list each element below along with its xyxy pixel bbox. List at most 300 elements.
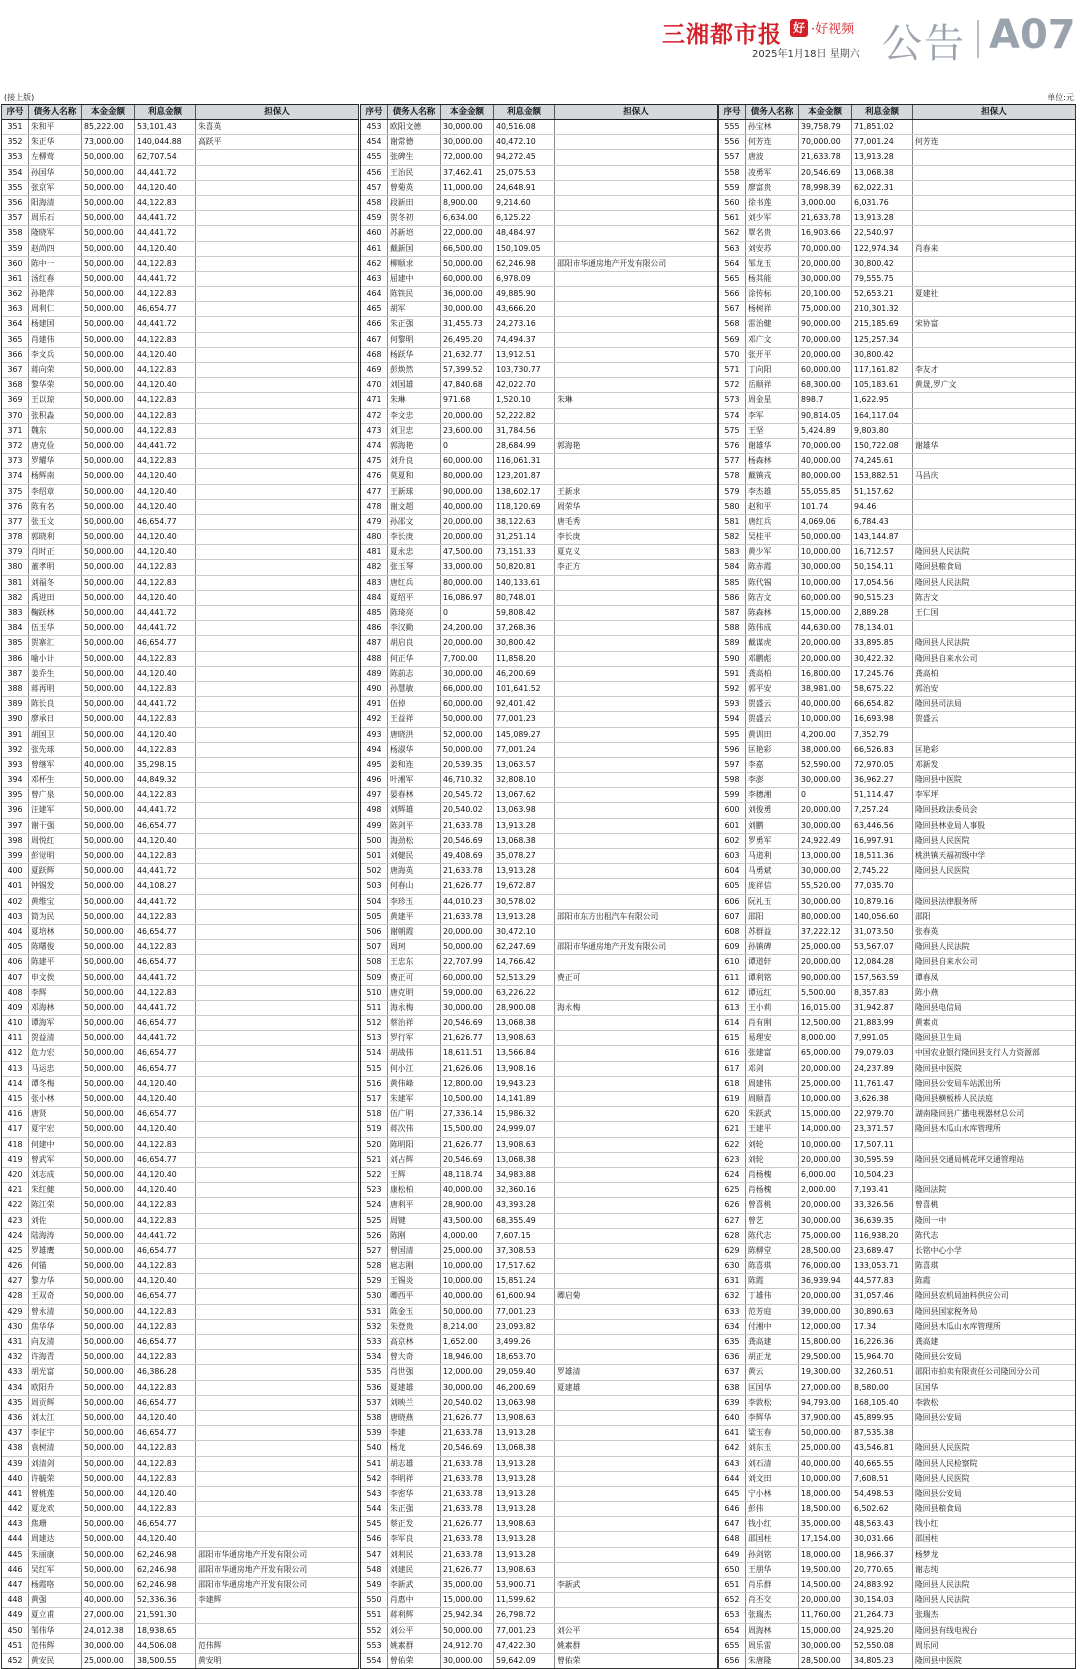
seq-cell: 604 <box>719 864 746 878</box>
guarantor-cell <box>913 333 1075 347</box>
principal-cell: 50,000.00 <box>82 257 135 271</box>
table-row <box>719 667 1075 682</box>
interest-header: 利息金额 <box>852 105 913 119</box>
guarantor-cell <box>196 1214 358 1228</box>
principal-cell: 27,000.00 <box>799 1381 852 1395</box>
debtor-name-cell: 贺益清 <box>29 1031 82 1045</box>
debtor-name-cell: 朱和平 <box>29 120 82 134</box>
seq-header: 序号 <box>361 105 388 119</box>
interest-cell: 13,908.16 <box>494 1062 555 1076</box>
guarantor-cell <box>196 439 358 453</box>
interest-cell: 44,122.83 <box>135 196 196 210</box>
guarantor-cell: 李建辉 <box>198 1595 222 1605</box>
debtor-name-cell: 何春山 <box>388 879 441 893</box>
seq-cell: 415 <box>2 1092 29 1106</box>
principal-cell: 1,652.00 <box>441 1335 494 1349</box>
interest-cell: 24,648.91 <box>494 181 555 195</box>
table-row <box>719 302 1075 317</box>
debtor-name-cell: 陈霞 <box>746 1274 799 1288</box>
guarantor-cell: 陈小燕 <box>915 987 939 997</box>
table-row <box>2 226 358 241</box>
debtor-name-cell: 贺盛云 <box>746 712 799 726</box>
debtor-name-cell: 姚素群 <box>388 1639 441 1653</box>
interest-cell: 52,222.82 <box>494 409 555 423</box>
guarantor-cell <box>196 1335 358 1349</box>
guarantor-cell: 马昌庆 <box>915 471 939 481</box>
interest-cell: 44,122.83 <box>135 1472 196 1486</box>
table-row <box>719 242 1075 257</box>
principal-cell: 20,000.00 <box>441 925 494 939</box>
debtor-name-cell: 费正可 <box>388 971 441 985</box>
interest-cell: 16,712.57 <box>852 545 913 559</box>
guarantor-cell <box>913 1138 1075 1152</box>
table-row <box>2 895 358 910</box>
debtor-name-cell: 曾喜桃 <box>746 1198 799 1212</box>
interest-cell: 44,441.72 <box>135 697 196 711</box>
interest-cell: 49,885.90 <box>494 287 555 301</box>
debtor-name-cell: 谢雄华 <box>746 439 799 453</box>
seq-cell: 546 <box>361 1532 388 1546</box>
interest-cell: 46,654.77 <box>135 955 196 969</box>
seq-cell: 525 <box>361 1214 388 1228</box>
principal-cell: 50,000.00 <box>82 242 135 256</box>
debtor-name-cell: 黄伟峰 <box>388 1077 441 1091</box>
principal-cell: 50,000.00 <box>441 257 494 271</box>
guarantor-cell <box>196 925 358 939</box>
debtor-name-cell: 周乐雷 <box>746 1639 799 1653</box>
seq-cell: 571 <box>719 363 746 377</box>
seq-cell: 363 <box>2 302 29 316</box>
debtor-name-cell: 张玉文 <box>29 515 82 529</box>
seq-cell: 529 <box>361 1274 388 1288</box>
principal-cell: 25,942.34 <box>441 1608 494 1622</box>
principal-cell: 25,000.00 <box>82 1654 135 1668</box>
table-row <box>361 1502 717 1517</box>
seq-cell: 633 <box>719 1305 746 1319</box>
principal-cell: 44,630.00 <box>799 621 852 635</box>
principal-cell: 21,626.77 <box>441 1563 494 1577</box>
guarantor-cell <box>196 834 358 848</box>
debtor-name-cell: 曾武军 <box>29 1153 82 1167</box>
debtor-name-cell: 刘鹏 <box>746 819 799 833</box>
debtor-name-cell: 陈赤霞 <box>746 560 799 574</box>
debtor-name-cell: 袁树清 <box>29 1441 82 1455</box>
seq-cell: 573 <box>719 393 746 407</box>
debtor-name-cell: 黄安民 <box>29 1654 82 1668</box>
table-row <box>719 712 1075 727</box>
debtor-name-cell: 胡志雄 <box>388 1457 441 1471</box>
interest-cell: 13,913.28 <box>494 910 555 924</box>
principal-cell: 40,000.00 <box>799 1457 852 1471</box>
seq-cell: 425 <box>2 1244 29 1258</box>
principal-cell: 50,000.00 <box>82 302 135 316</box>
interest-cell: 45,899.95 <box>852 1411 913 1425</box>
interest-cell: 77,001.24 <box>494 743 555 757</box>
debtor-name-cell: 黄少军 <box>746 545 799 559</box>
seq-cell: 608 <box>719 925 746 939</box>
seq-cell: 613 <box>719 1001 746 1015</box>
guarantor-cell: 隆回县公安局车站派出所 <box>915 1078 1001 1088</box>
table-row <box>2 1365 358 1380</box>
debtor-name-cell: 刘东玉 <box>746 1441 799 1455</box>
debtor-name-cell: 卿西平 <box>388 1289 441 1303</box>
seq-cell: 467 <box>361 333 388 347</box>
table-row <box>719 317 1075 332</box>
principal-cell: 21,633.78 <box>799 211 852 225</box>
principal-cell: 50,000.00 <box>82 545 135 559</box>
guarantor-cell <box>196 1107 358 1121</box>
seq-cell: 430 <box>2 1320 29 1334</box>
table-row <box>361 242 717 257</box>
debtor-name-cell: 蒋向荣 <box>29 363 82 377</box>
debtor-name-cell: 夏培林 <box>29 925 82 939</box>
table-row <box>2 758 358 773</box>
interest-cell: 44,120.40 <box>135 378 196 392</box>
seq-cell: 506 <box>361 925 388 939</box>
table-row <box>2 317 358 332</box>
table-row <box>2 1563 358 1578</box>
interest-cell: 59,808.42 <box>494 606 555 620</box>
principal-cell: 55,520.00 <box>799 879 852 893</box>
guarantor-cell: 贺盛云 <box>915 714 939 724</box>
guarantor-cell <box>196 1457 358 1471</box>
principal-cell: 50,000.00 <box>82 1077 135 1091</box>
debtor-name-cell: 易理安 <box>746 1031 799 1045</box>
table-row <box>719 728 1075 743</box>
seq-cell: 384 <box>2 621 29 635</box>
interest-cell: 7,607.15 <box>494 1229 555 1243</box>
guarantor-cell <box>913 272 1075 286</box>
interest-cell: 22,540.97 <box>852 226 913 240</box>
interest-cell: 19,943.23 <box>494 1077 555 1091</box>
seq-cell: 646 <box>719 1502 746 1516</box>
seq-cell: 640 <box>719 1411 746 1425</box>
interest-cell: 62,246.98 <box>135 1548 196 1562</box>
seq-cell: 497 <box>361 788 388 802</box>
interest-cell: 30,472.10 <box>494 925 555 939</box>
principal-cell: 20,000.00 <box>799 955 852 969</box>
debtor-name-cell: 曾大奇 <box>388 1350 441 1364</box>
debtor-name-cell: 向友清 <box>29 1335 82 1349</box>
table-row <box>361 1654 717 1668</box>
table-row <box>361 682 717 697</box>
debtor-name-cell: 郭海艳 <box>388 439 441 453</box>
guarantor-cell <box>555 226 717 240</box>
debtor-name-cell: 唐利平 <box>388 1198 441 1212</box>
debtor-name-cell: 徐书莲 <box>746 196 799 210</box>
guarantor-cell <box>555 272 717 286</box>
seq-cell: 578 <box>719 469 746 483</box>
guarantor-cell <box>196 1411 358 1425</box>
seq-cell: 498 <box>361 803 388 817</box>
unit-note: 单位:元 <box>1047 93 1074 102</box>
debtor-name-cell: 许毓荣 <box>29 1472 82 1486</box>
seq-cell: 485 <box>361 606 388 620</box>
interest-cell: 44,122.83 <box>135 1350 196 1364</box>
principal-cell: 2,000.00 <box>799 1183 852 1197</box>
table-row <box>719 576 1075 591</box>
seq-cell: 476 <box>361 469 388 483</box>
guarantor-cell <box>555 469 717 483</box>
seq-cell: 606 <box>719 895 746 909</box>
debtor-name-cell: 邓鹏彪 <box>746 652 799 666</box>
principal-cell: 6,000.00 <box>799 1168 852 1182</box>
interest-cell: 30,595.59 <box>852 1153 913 1167</box>
debtor-name-cell: 刘少军 <box>746 211 799 225</box>
principal-cell: 50,000.00 <box>82 682 135 696</box>
interest-cell: 53,900.71 <box>494 1578 555 1592</box>
table-row <box>2 1016 358 1031</box>
seq-cell: 618 <box>719 1077 746 1091</box>
seq-cell: 517 <box>361 1092 388 1106</box>
interest-cell: 50,154.11 <box>852 560 913 574</box>
table-row <box>719 1639 1075 1654</box>
table-row <box>361 1639 717 1654</box>
table-row <box>719 819 1075 834</box>
table-row <box>2 302 358 317</box>
table-row <box>719 697 1075 712</box>
debtor-name-cell: 宁小林 <box>746 1487 799 1501</box>
interest-cell: 46,200.69 <box>494 667 555 681</box>
table-row <box>719 181 1075 196</box>
interest-cell: 10,879.16 <box>852 895 913 909</box>
seq-cell: 549 <box>361 1578 388 1592</box>
interest-cell: 44,441.72 <box>135 439 196 453</box>
table-row <box>361 1411 717 1426</box>
interest-cell: 21,883.99 <box>852 1016 913 1030</box>
guarantor-cell <box>555 1016 717 1030</box>
table-row <box>2 1320 358 1335</box>
guarantor-cell: 隆回县中医院 <box>915 1063 962 1073</box>
interest-cell: 59,642.09 <box>494 1654 555 1668</box>
guarantor-cell <box>913 530 1075 544</box>
guarantor-cell <box>196 591 358 605</box>
interest-cell: 13,908.63 <box>494 1563 555 1577</box>
debtor-name-cell: 刘升良 <box>388 454 441 468</box>
debtor-name-header: 债务人名称 <box>388 105 441 119</box>
table-row <box>361 333 717 348</box>
principal-cell: 50,000.00 <box>441 712 494 726</box>
guarantor-cell <box>555 576 717 590</box>
principal-cell: 40,000.00 <box>799 697 852 711</box>
interest-cell: 44,122.83 <box>135 1502 196 1516</box>
table-row <box>361 287 717 302</box>
guarantor-cell <box>913 728 1075 742</box>
principal-cell: 36,000.00 <box>441 287 494 301</box>
interest-cell: 44,122.83 <box>135 743 196 757</box>
debtor-name-cell: 夏永忠 <box>388 545 441 559</box>
seq-cell: 366 <box>2 348 29 362</box>
principal-cell: 80,000.00 <box>441 576 494 590</box>
principal-cell: 50,000.00 <box>82 1229 135 1243</box>
interest-cell: 51,114.47 <box>852 788 913 802</box>
principal-cell: 59,000.00 <box>441 986 494 1000</box>
guarantor-cell <box>196 196 358 210</box>
debtor-name-cell: 李文兵 <box>29 348 82 362</box>
guarantor-cell <box>196 500 358 514</box>
guarantor-cell: 费正可 <box>557 972 581 982</box>
interest-cell: 44,441.72 <box>135 803 196 817</box>
table-row <box>719 1062 1075 1077</box>
debtor-name-cell: 海永梅 <box>388 1001 441 1015</box>
debtor-name-cell: 肖杨槐 <box>746 1168 799 1182</box>
interest-cell: 26,798.72 <box>494 1608 555 1622</box>
interest-cell: 3,499.26 <box>494 1335 555 1349</box>
seq-cell: 625 <box>719 1183 746 1197</box>
principal-cell: 29,500.00 <box>799 1350 852 1364</box>
guarantor-cell: 隆回县人民法院 <box>915 1595 970 1605</box>
debtor-name-cell: 隆晓军 <box>29 226 82 240</box>
principal-cell: 20,000.00 <box>799 348 852 362</box>
debtor-name-cell: 陈柳堂 <box>746 1244 799 1258</box>
debtor-name-cell: 张玉琴 <box>388 560 441 574</box>
seq-cell: 584 <box>719 560 746 574</box>
seq-cell: 472 <box>361 409 388 423</box>
table-row <box>361 211 717 226</box>
guarantor-cell: 邵阳市拍卖有限责任公司隆回分公司 <box>915 1367 1040 1377</box>
principal-cell: 50,000.00 <box>82 485 135 499</box>
seq-cell: 437 <box>2 1426 29 1440</box>
seq-cell: 505 <box>361 910 388 924</box>
debtor-name-cell: 戴新国 <box>388 242 441 256</box>
principal-cell: 50,000.00 <box>82 1001 135 1015</box>
principal-cell: 66,500.00 <box>441 242 494 256</box>
interest-cell: 90,515.23 <box>852 591 913 605</box>
interest-cell: 44,120.40 <box>135 242 196 256</box>
table-row <box>2 636 358 651</box>
seq-cell: 460 <box>361 226 388 240</box>
seq-cell: 635 <box>719 1335 746 1349</box>
table-row <box>361 1593 717 1608</box>
table-row <box>719 879 1075 894</box>
seq-cell: 416 <box>2 1107 29 1121</box>
debtor-name-cell: 唐红兵 <box>388 576 441 590</box>
seq-cell: 560 <box>719 196 746 210</box>
table-row <box>2 135 358 150</box>
table-row <box>361 1198 717 1213</box>
interest-cell: 50,820.81 <box>494 560 555 574</box>
table-row <box>361 1138 717 1153</box>
guarantor-cell: 谢志纯 <box>915 1564 939 1574</box>
table-row <box>2 469 358 484</box>
debtor-name-cell: 陈前志 <box>388 667 441 681</box>
debtor-name-cell: 吴桂平 <box>746 530 799 544</box>
interest-cell: 133,053.71 <box>852 1259 913 1273</box>
principal-cell: 50,000.00 <box>82 1183 135 1197</box>
table-row <box>361 712 717 727</box>
table-row <box>361 971 717 986</box>
principal-cell: 36,939.94 <box>799 1274 852 1288</box>
table-row <box>361 864 717 879</box>
interest-cell: 44,122.83 <box>135 454 196 468</box>
guarantor-cell <box>555 925 717 939</box>
seq-cell: 444 <box>2 1532 29 1546</box>
interest-cell: 62,707.54 <box>135 150 196 164</box>
guarantor-cell <box>196 1274 358 1288</box>
debtor-name-cell: 周利仁 <box>29 302 82 316</box>
table-row <box>2 1001 358 1016</box>
seq-cell: 440 <box>2 1472 29 1486</box>
principal-cell: 20,546.69 <box>441 834 494 848</box>
debtor-name-cell: 李军 <box>746 409 799 423</box>
debtor-name-cell: 王辉 <box>388 1168 441 1182</box>
seq-cell: 499 <box>361 819 388 833</box>
guarantor-cell <box>913 424 1075 438</box>
debtor-name-cell: 晏春林 <box>388 788 441 802</box>
principal-cell: 50,000.00 <box>82 743 135 757</box>
table-row <box>2 1472 358 1487</box>
debtor-name-cell: 王益祥 <box>388 712 441 726</box>
debtor-name-cell: 贺盛云 <box>746 697 799 711</box>
seq-cell: 535 <box>361 1365 388 1379</box>
debtor-name-cell: 汪建军 <box>29 803 82 817</box>
principal-cell: 50,000.00 <box>82 879 135 893</box>
interest-cell: 44,441.72 <box>135 1001 196 1015</box>
table-row <box>719 910 1075 925</box>
table-row <box>719 1457 1075 1472</box>
seq-cell: 557 <box>719 150 746 164</box>
table-row <box>719 803 1075 818</box>
interest-cell: 13,913.28 <box>852 150 913 164</box>
seq-cell: 493 <box>361 728 388 742</box>
guarantor-cell <box>555 1517 717 1531</box>
debtor-name-cell: 吴红军 <box>29 1563 82 1577</box>
principal-cell: 50,000.00 <box>82 1138 135 1152</box>
debtor-name-cell: 龚高柏 <box>746 667 799 681</box>
seq-cell: 411 <box>2 1031 29 1045</box>
debtor-name-cell: 彭觉明 <box>29 849 82 863</box>
table-row <box>719 1472 1075 1487</box>
interest-cell: 13,063.98 <box>494 1396 555 1410</box>
guarantor-cell <box>555 211 717 225</box>
seq-cell: 511 <box>361 1001 388 1015</box>
debtor-name-cell: 胡国卫 <box>29 728 82 742</box>
debtor-name-cell: 海劲松 <box>388 834 441 848</box>
guarantor-cell: 隆回县公安局 <box>915 1488 962 1498</box>
seq-cell: 418 <box>2 1138 29 1152</box>
principal-cell: 60,000.00 <box>441 971 494 985</box>
guarantor-cell <box>196 652 358 666</box>
guarantor-cell <box>196 1289 358 1303</box>
seq-cell: 530 <box>361 1289 388 1303</box>
seq-cell: 447 <box>2 1578 29 1592</box>
debtor-name-cell: 岳顺祥 <box>746 378 799 392</box>
seq-cell: 620 <box>719 1107 746 1121</box>
guarantor-cell: 隆回县交通局桃花坪交通管理站 <box>915 1154 1025 1164</box>
interest-cell: 15,964.70 <box>852 1350 913 1364</box>
table-row <box>361 424 717 439</box>
interest-cell: 72,970.05 <box>852 758 913 772</box>
interest-cell: 10,504.23 <box>852 1168 913 1182</box>
guarantor-cell <box>555 743 717 757</box>
table-row <box>361 591 717 606</box>
debtor-name-cell: 董孝明 <box>29 560 82 574</box>
principal-cell: 50,000.00 <box>82 621 135 635</box>
seq-cell: 629 <box>719 1244 746 1258</box>
table-row <box>719 834 1075 849</box>
debtor-name-cell: 肖建伟 <box>29 333 82 347</box>
interest-cell: 17,517.62 <box>494 1259 555 1273</box>
guarantor-cell: 高跃平 <box>198 137 222 147</box>
guarantor-cell <box>913 150 1075 164</box>
principal-cell: 24,012.38 <box>82 1624 135 1638</box>
debtor-name-cell: 戴镇戎 <box>746 469 799 483</box>
principal-cell: 50,000.00 <box>82 1457 135 1471</box>
table-row <box>719 971 1075 986</box>
seq-cell: 611 <box>719 971 746 985</box>
debtor-name-cell: 李文忠 <box>388 409 441 423</box>
guarantor-cell: 罗雄清 <box>557 1367 581 1377</box>
